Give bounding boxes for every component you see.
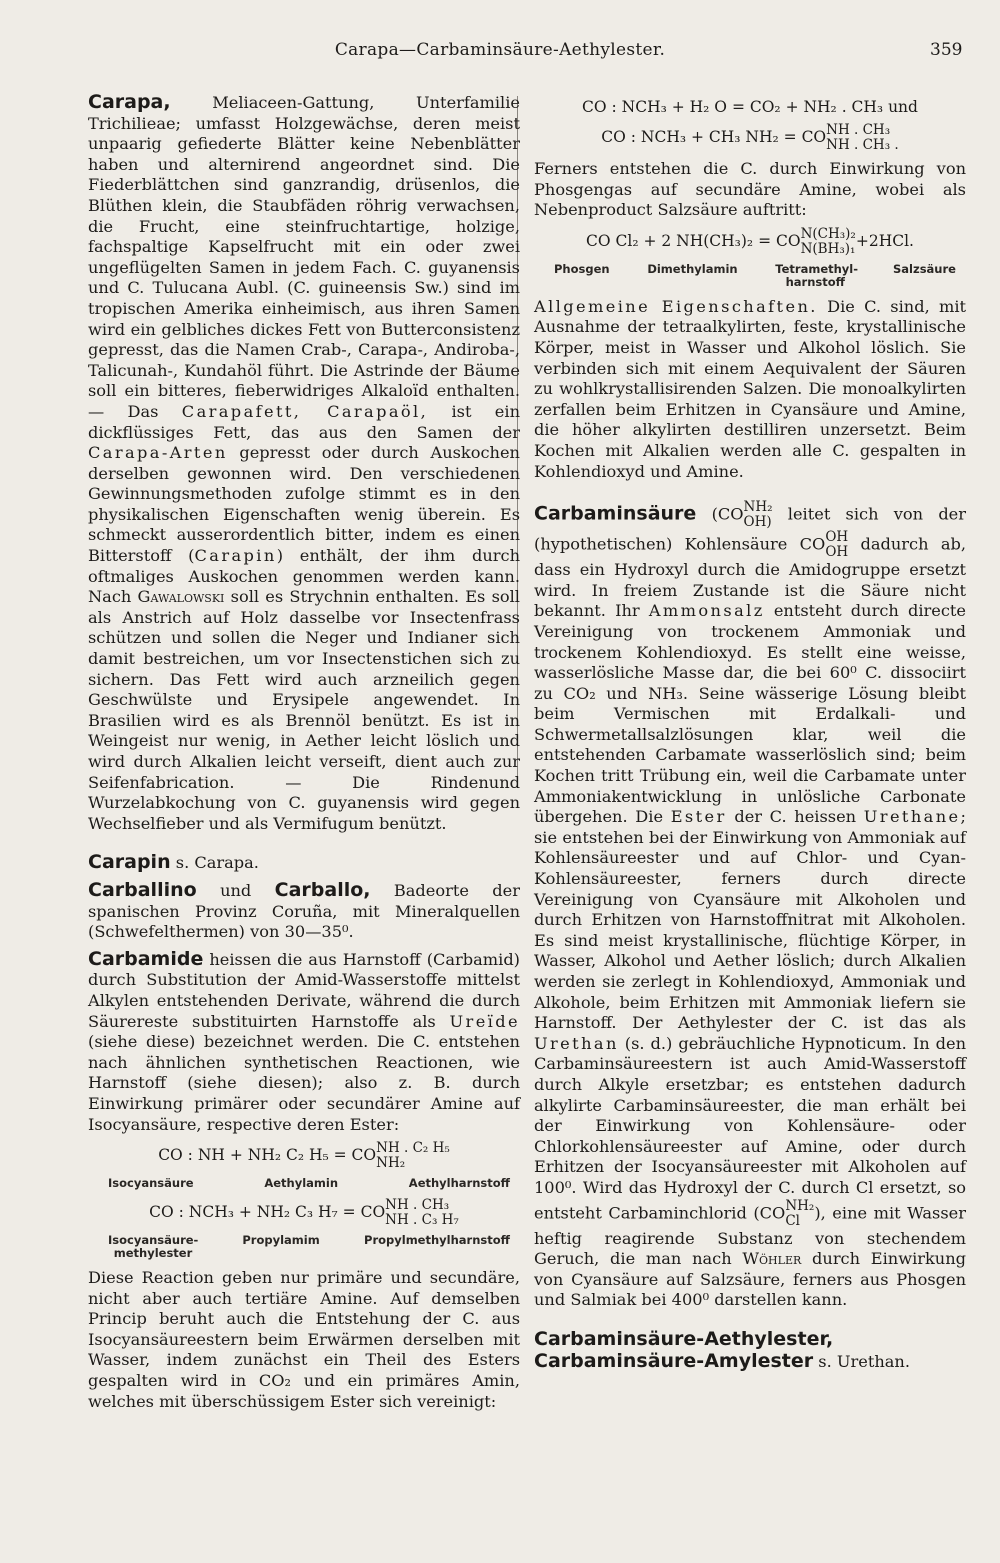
- paragraph: Diese Reaction geben nur primäre und secundäre, nicht aber auch tertiäre Amine. Auf demselben Princip beruht auch die Entstehung der C. aus Isocyansäureestern beim Erwärmen derselben mit Wasser, indem zunächst ein Theil des Esters gespalten wird in CO₂ und ein primäres Amin, welches mit überschüssigem Ester sich vereinigt:: [88, 1268, 520, 1411]
- author-name: Wöhler: [742, 1249, 802, 1269]
- right-column: [534, 92, 966, 1378]
- entry-carapa: Carapa, Meliaceen-Gattung, Unterfamilie Trichilieae; umfasst Holzgewächse, deren meist unpaarig gefiederte Blätter keine Nebenblätter haben und alternirend angeordnet sind. Die Fiederblättchen sind ganzrandig, drüsenlos, die Blüthen klein, die Staubfäden röhrig verwachsen, die Frucht, eine steinfruchtartige, holzige, fachspaltige Kapselfrucht mit ein oder zwei ungeflügelten Samen in jedem Fach. C. guyanensis und C. Tulucana Aubl. (C. guineensis Sw.) sind im tropischen Amerika einheimisch, aus ihren Samen wird ein gelbliches dickes Fett von Butterconsistenz gepresst, das die Namen Crab-, Carapa-, Andiroba-, Talicunah-, Kundahöl führt. Die Astrinde der Bäume soll ein bitteres, fieberwidriges Alkaloïd enthalten. — Das Carapafett, Carapaöl, ist ein dickflüssiges Fett, das aus den Samen der Carapa-Arten gepresst oder durch Auskochen derselben gewonnen wird. Den verschiedenen Gewinnungsmethoden zufolge stimmt es in den physikalischen Eigenschaften wenig überein. Es schmeckt ausserordentlich bitter, indem es einen Bitterstoff (Carapin) enthält, der ihm durch oftmaliges Auskochen genommen werden kann. Nach Gawalowski soll es Strychnin enthalten. Es soll als Anstrich auf Holz dasselbe vor Insectenfrass schützen und sollen die Neger und Indianer sich damit bestreichen, um vor Insectenstichen sich zu sichern. Das Fett wird auch arzneilich gegen Geschwülste und Erysipele angewendet. In Brasilien wird es als Brennöl benützt. Es ist in Weingeist nur wenig, in Aether leicht löslich und wird durch Alkalien leicht verseift, dient auch zur Seifenfabrication. — Die Rindenund Wurzelabkochung von C. guyanensis wird gegen Wechselfieber und als Vermifugum benützt.: [88, 91, 521, 833]
- page-number: 359: [930, 40, 963, 60]
- spaced-term: Ester: [670, 807, 727, 827]
- formula-propylmethylharnstoff: CO : NCH₃ + NH₂ C₃ H₇ = CO NH . CH₃ NH . C₃ H₇: [149, 1197, 459, 1229]
- headword-carapa: Carapa,: [88, 91, 171, 113]
- spaced-term: Urethan: [534, 1033, 619, 1053]
- entry-carballino: Carballino und Carballo, Badeorte der spanischen Provinz Coruña, mit Mineralquellen (Schwefelthermen) von 30—35⁰.: [88, 878, 520, 942]
- paragraph: Ferners entstehen die C. durch Einwirkung von Phosgengas auf secundäre Amine, wobei als Nebenproduct Salzsäure auftritt:: [534, 159, 966, 220]
- running-title: Carapa—Carbaminsäure-Aethylester.: [334, 40, 666, 60]
- spaced-term: Carapafett, Carapaöl,: [181, 401, 429, 421]
- headword-carbaminsaeure: Carbaminsäure: [534, 502, 697, 525]
- headword-carbamide: Carbamide: [88, 947, 204, 970]
- formula-tetramethylharnstoff: CO Cl₂ + 2 NH(CH₃)₂ = CO N(CH₃)₂ N(BH₃)₁ +2HCl.: [586, 225, 914, 257]
- formula-labels: Isocyansäure Aethylamin Aethylharnstoff: [108, 1176, 510, 1191]
- paragraph-properties: Allgemeine Eigenschaften. Die C. sind, mit Ausnahme der tetraalkylirten, feste, krystallinische Körper, meist in Wasser und Alkohol löslich. Sie verbinden sich mit einem Aequivalent der Säuren zu wohlkrystallisirenden Salzen. Die monoalkylirten zerfallen beim Erhitzen in Cyansäure und Amine, die höher alkylirten destilliren unzersetzt. Beim Kochen mit Alkalien werden alle C. gespalten in Kohlendioxyd und Amine.: [534, 296, 967, 481]
- entry-carbaminsaeure-ester: Carbaminsäure-Aethylester, Carbaminsäure-Amylester s. Urethan.: [534, 1327, 911, 1372]
- formula-hydrolysis: CO : NCH₃ + H₂ O = CO₂ + NH₂ . CH₃ und: [582, 98, 918, 116]
- formula-labels: Phosgen Dimethylamin Tetramethyl-harnstoff Salzsäure: [554, 261, 956, 289]
- section-title: Allgemeine Eigenschaften.: [534, 296, 818, 316]
- spaced-term: Carapin: [194, 546, 277, 566]
- spaced-term: Ammonsalz: [648, 601, 765, 621]
- entry-carapin: Carapin s. Carapa.: [88, 851, 259, 874]
- formula-dimethylharnstoff: CO : NCH₃ + CH₃ NH₂ = CO NH . CH₃ NH . CH₃ .: [601, 122, 899, 153]
- formula-labels: Isocyansäure-methylester Propylamim Propylmethylharnstoff: [108, 1233, 510, 1261]
- author-name: Gawalowski: [137, 587, 225, 607]
- spaced-term: Ureïde: [449, 1011, 520, 1031]
- entry-carbaminsaeure: Carbaminsäure (CO NH₂ OH) leitet sich von der (hypothetischen) Kohlensäure CO OH OH dadurch ab, dass ein Hydroxyl durch die Amidogruppe ersetzt wird. In freiem Zustande ist die Säure nicht bekannt. Ihr Ammonsalz entsteht durch directe Vereinigung von trockenem Ammoniak und trockenem Kohlendioxyd. Es stellt eine weisse, wasserlösliche Masse dar, die bei 60⁰ C. dissociirt zu CO₂ und NH₃. Seine wässerige Lösung bleibt beim Vermischen mit Erdalkali- und Schwermetallsalzlösungen klar, weil die entstehenden Carbamate wasserlöslich sind; beim Kochen tritt Trübung ein, weil die Carbamate unter Ammoniakentwicklung in unlösliche Carbonate übergehen. Die Ester der C. heissen Urethane; sie entstehen bei der Einwirkung von Ammoniak auf Kohlensäureester und auf Chlor- und Cyan-Kohlensäureester, ferners durch directe Vereinigung von Cyansäure mit Alkoholen und durch Erhitzen von Harnstoffnitrat mit Alkoholen. Es sind meist krystallinische, flüchtige Körper, in Wasser, Alkohol und Aether löslich; durch Alkalien werden sie zerlegt in Kohlendioxyd, Ammoniak und Alkohole, beim Erhitzen mit Ammoniak liefern sie Harnstoff. Der Aethylester der C. ist das als Urethan (s. d.) gebräuchliche Hypnoticum. In den Carbaminsäureestern ist auch Amid-Wasserstoff durch Alkyle ersetzbar; es entstehen dadurch alkylirte Carbaminsäureester, die man erhält bei der Einwirkung von Kohlensäure- oder Chlorkohlensäureester auf Amine, oder durch Erhitzen der Isocyansäureester mit Alkoholen auf 100⁰. Wird das Hydroxyl der C. durch Cl ersetzt, so entsteht Carbaminchlorid (CO NH₂ Cl ), eine mit Wasser heftig reagirende Substanz von stechendem Geruch, die man nach Wöhler durch Einwirkung von Cyansäure auf Salzsäure, ferners aus Phosgen und Salmiak bei 400⁰ darstellen kann.: [534, 499, 967, 1310]
- spaced-term: Urethane: [863, 807, 961, 827]
- headword-carapin: Carapin: [88, 851, 171, 874]
- spaced-term: Carapa-Arten: [88, 443, 228, 463]
- headword-carballino: Carballino: [88, 878, 197, 901]
- left-column: [88, 92, 520, 1412]
- formula-ethylharnstoff: CO : NH + NH₂ C₂ H₅ = CO NH . C₂ H₅ NH₂: [158, 1140, 450, 1172]
- headword-carballo: Carballo,: [274, 878, 371, 901]
- entry-carbamide: Carbamide heissen die aus Harnstoff (Carbamid) durch Substitution der Amid-Wasserstoffe mittelst Alkylen entstehenden Derivate, während die durch Säurereste substituirten Harnstoffe als Ureïde (siehe diese) bezeichnet werden. Die C. entstehen nach ähnlichen synthetischen Reactionen, wie Harnstoff (siehe diesen); also z. B. durch Einwirkung primärer oder secundärer Amine auf Isocyansäure, respective deren Ester:: [88, 947, 520, 1134]
- headword-carbaminsaeure-ester: Carbaminsäure-Aethylester, Carbaminsäure-Amylester: [534, 1327, 834, 1372]
